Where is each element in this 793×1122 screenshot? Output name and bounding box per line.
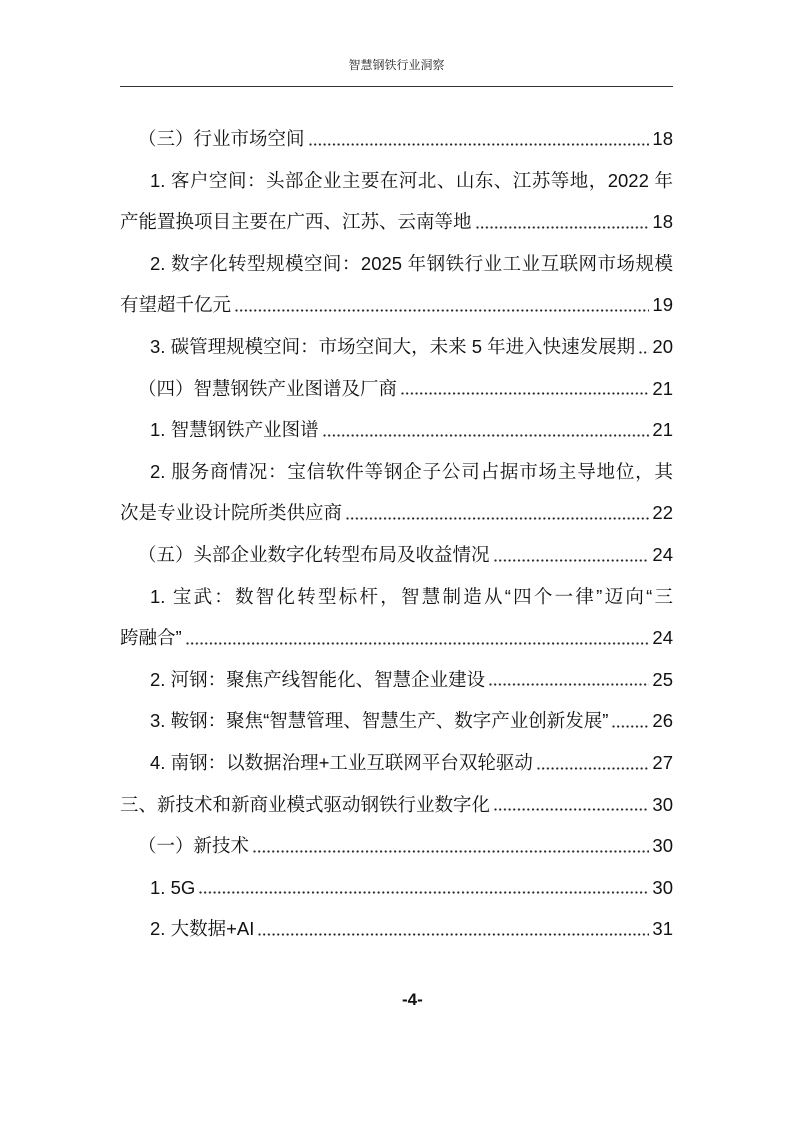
toc-page-number: 22 — [652, 502, 673, 524]
toc-title: 产能置换项目主要在广西、江苏、云南等地 — [120, 211, 472, 233]
toc-title: 2. 河钢：聚焦产线智能化、智慧企业建设 — [150, 668, 486, 690]
toc-title: 1. 5G — [150, 876, 196, 898]
toc-page-number: 26 — [652, 710, 673, 732]
toc-entry — [120, 784, 673, 826]
toc-title: （四）智慧钢铁产业图谱及厂商 — [138, 377, 398, 399]
toc-page-number: 21 — [652, 377, 673, 399]
toc-entry — [120, 368, 673, 410]
toc-entry-continuation — [120, 617, 673, 659]
toc-entry-continuation — [120, 284, 673, 326]
toc-page-number: 18 — [652, 211, 673, 233]
toc-entry — [120, 576, 673, 618]
toc-entry — [120, 825, 673, 867]
footer-page-number: -4- — [402, 990, 423, 1009]
toc-leader — [235, 309, 649, 312]
table-of-contents — [120, 118, 673, 950]
toc-title: （五）头部企业数字化转型布局及收益情况 — [138, 543, 490, 565]
toc-page-number: 18 — [652, 128, 673, 149]
toc-leader — [258, 933, 649, 936]
toc-page-number: 20 — [652, 335, 673, 357]
toc-title: 跨融合” — [120, 627, 182, 649]
toc-entry-continuation — [120, 201, 673, 243]
toc-page-number: 31 — [652, 918, 673, 940]
toc-title: 次是专业设计院所类供应商 — [120, 502, 343, 524]
toc-title: 三、新技术和新商业模式驱动钢铁行业数字化 — [120, 793, 491, 815]
toc-leader — [346, 517, 649, 520]
toc-entry — [120, 867, 673, 909]
toc-entry — [120, 243, 673, 285]
toc-page-number: 30 — [652, 835, 673, 857]
toc-leader — [494, 559, 650, 562]
header-rule — [120, 86, 673, 87]
toc-title: 2. 服务商情况：宝信软件等钢企子公司占据市场主导地位，其 — [150, 460, 673, 482]
toc-entry — [120, 659, 673, 701]
toc-page-number: 30 — [652, 793, 673, 815]
toc-page-number: 19 — [652, 294, 673, 316]
toc-page-number: 24 — [652, 543, 673, 565]
toc-entry — [120, 409, 673, 451]
toc-page-number: 24 — [652, 627, 673, 649]
toc-page-number: 25 — [652, 668, 673, 690]
toc-leader — [537, 767, 650, 770]
toc-leader — [612, 725, 649, 728]
toc-entry — [120, 908, 673, 950]
toc-leader — [309, 143, 650, 146]
toc-title: 1. 客户空间：头部企业主要在河北、山东、江苏等地，2022 年 — [150, 169, 673, 191]
toc-title: 4. 南钢：以数据治理+工业互联网平台双轮驱动 — [150, 751, 533, 773]
toc-title: 1. 宝武：数智化转型标杆，智慧制造从“四个一律”迈向“三 — [150, 585, 673, 607]
toc-entry — [120, 534, 673, 576]
toc-leader — [489, 683, 649, 686]
toc-title: 有望超千亿元 — [120, 294, 232, 316]
toc-leader — [401, 392, 649, 395]
toc-title: 1. 智慧钢铁产业图谱 — [150, 419, 319, 441]
toc-entry — [120, 700, 673, 742]
toc-entry — [120, 160, 673, 202]
toc-leader — [639, 351, 649, 354]
toc-entry — [120, 118, 673, 160]
toc-page-number: 30 — [652, 876, 673, 898]
toc-leader — [253, 850, 649, 853]
toc-leader — [494, 808, 649, 811]
toc-leader — [199, 891, 649, 894]
toc-title: （一）新技术 — [138, 835, 250, 857]
toc-entry — [120, 742, 673, 784]
toc-title: 3. 鞍钢：聚焦“智慧管理、智慧生产、数字产业创新发展” — [150, 710, 609, 732]
toc-title: （三）行业市场空间 — [138, 128, 305, 149]
toc-title: 2. 大数据+AI — [150, 918, 255, 940]
toc-title: 2. 数字化转型规模空间：2025 年钢铁行业工业互联网市场规模 — [150, 252, 673, 274]
toc-entry — [120, 326, 673, 368]
toc-leader — [186, 642, 650, 645]
toc-entry — [120, 451, 673, 493]
toc-entry-continuation — [120, 492, 673, 534]
toc-title: 3. 碳管理规模空间：市场空间大，未来 5 年进入快速发展期 — [150, 335, 636, 357]
running-header-title: 智慧钢铁行业洞察 — [348, 58, 445, 72]
toc-leader — [476, 226, 650, 229]
toc-page-number: 27 — [652, 751, 673, 773]
toc-leader — [323, 434, 650, 437]
toc-page-number: 21 — [652, 419, 673, 441]
